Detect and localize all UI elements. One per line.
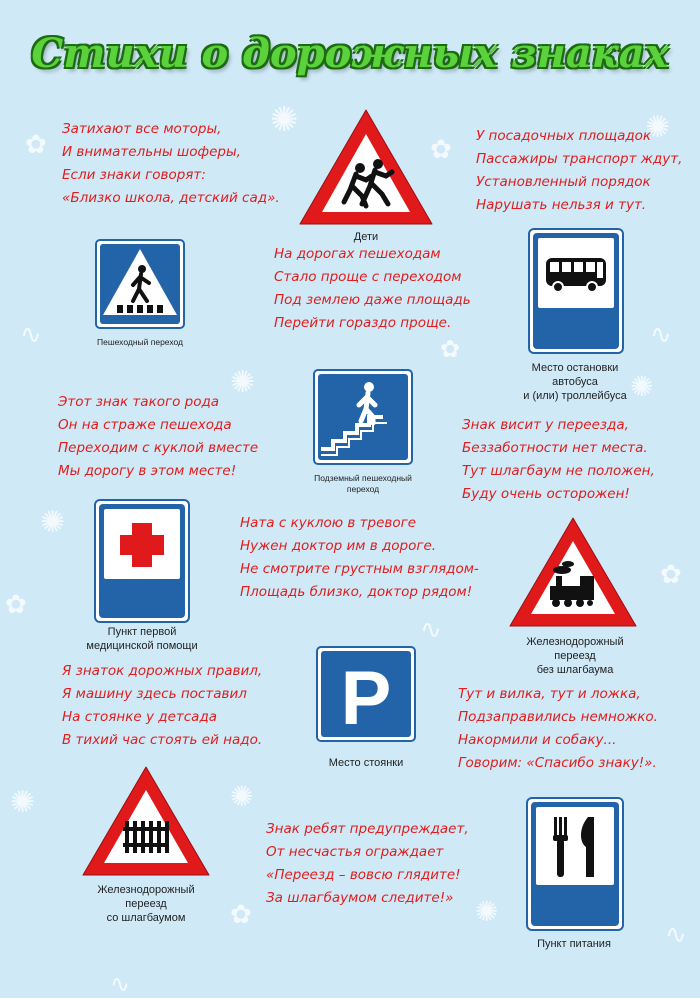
poem-line: Под землею даже площадь <box>274 292 471 308</box>
caption-line: переезд <box>554 650 596 662</box>
poem-line: Ната с куклою в тревоге <box>240 515 417 531</box>
caption-line: Пешеходный переход <box>96 337 184 347</box>
caption-line: автобуса <box>552 376 598 388</box>
poem-line: Накормили и собаку... <box>458 732 617 748</box>
fork-knife-icon <box>526 797 624 931</box>
stairs-pedestrian-icon <box>313 369 413 465</box>
sun-doodle-icon: ✺ <box>230 365 256 400</box>
squiggle-doodle-icon: ∿ <box>650 320 672 350</box>
caption-line: Место остановки <box>531 362 619 374</box>
poem-line: Знак висит у переезда, <box>462 417 629 433</box>
sign-underpass <box>313 369 413 465</box>
cloud-doodle-icon: ✿ <box>230 900 252 930</box>
sign-caption-first-aid <box>72 625 212 653</box>
caption-line: переход <box>346 484 380 494</box>
sign-rail-barrier <box>79 763 213 879</box>
poem-food <box>458 683 658 775</box>
poem-line: Беззаботности нет места. <box>462 440 648 456</box>
caption-line: Пункт первой <box>107 626 177 638</box>
sign-caption-bus-stop <box>505 361 645 403</box>
sun-doodle-icon: ✺ <box>10 785 36 820</box>
poem-first-aid <box>240 512 479 604</box>
poem-parking <box>62 660 262 752</box>
caption-line: без шлагбаума <box>536 664 614 676</box>
squiggle-doodle-icon: ∿ <box>20 320 42 350</box>
parking-p-icon <box>316 646 416 742</box>
sun-doodle-icon: ✺ <box>270 100 299 140</box>
caption-line: Место стоянки <box>328 757 404 769</box>
caption-line: Железнодорожный <box>97 884 195 896</box>
sign-first-aid <box>94 499 190 623</box>
poem-rail-no-barrier <box>462 414 655 506</box>
sign-food <box>526 797 624 931</box>
squiggle-doodle-icon: ∿ <box>110 970 131 998</box>
sun-doodle-icon: ✺ <box>630 370 654 403</box>
poem-line: Площадь близко, доктор рядом! <box>240 584 473 600</box>
poem-line: Не смотрите грустным взглядом- <box>240 561 479 577</box>
cloud-doodle-icon: ✿ <box>660 560 682 590</box>
poem-crosswalk <box>58 391 258 483</box>
poem-line: Тут и вилка, тут и ложка, <box>458 686 641 702</box>
poem-line: Пассажиры транспорт ждут, <box>476 151 683 167</box>
locomotive-icon <box>506 514 640 630</box>
sign-caption-children <box>326 230 406 244</box>
page-title: Стихи о дорожных знаках <box>31 30 669 77</box>
poem-line: Говорим: «Спасибо знаку!». <box>458 755 657 771</box>
poem-line: Переходим с куклой вместе <box>58 440 259 456</box>
parking-letter: P <box>340 656 392 741</box>
poem-rail-barrier <box>266 818 469 910</box>
caption-line: со шлагбаумом <box>106 912 186 924</box>
squiggle-doodle-icon: ∿ <box>665 920 687 950</box>
poem-line: Подзаправились немножко. <box>458 709 658 725</box>
poem-line: Буду очень осторожен! <box>462 486 630 502</box>
bus-icon <box>528 228 624 354</box>
poem-line: Этот знак такого рода <box>58 394 220 410</box>
cloud-doodle-icon: ✿ <box>5 590 27 620</box>
poem-line: «Переезд – вовсю глядите! <box>266 867 461 883</box>
poem-line: Тут шлагбаум не положен, <box>462 463 655 479</box>
sign-children <box>296 106 436 228</box>
poem-line: От несчастья ограждает <box>266 844 444 860</box>
poem-line: Установленный порядок <box>476 174 651 190</box>
children-icon <box>296 106 436 228</box>
squiggle-doodle-icon: ∿ <box>420 615 442 645</box>
sign-caption-rail-no-barrier <box>495 635 655 677</box>
sun-doodle-icon: ✺ <box>230 780 254 813</box>
fence-icon <box>79 763 213 879</box>
poem-line: Если знаки говорят: <box>62 167 206 183</box>
poem-line: «Близко школа, детский сад». <box>62 190 280 206</box>
poem-line: Мы дорогу в этом месте! <box>58 463 237 479</box>
sign-caption-parking <box>306 756 426 770</box>
sign-caption-crosswalk <box>75 337 205 348</box>
caption-line: переезд <box>125 898 167 910</box>
sun-doodle-icon: ✺ <box>40 505 66 540</box>
poem-line: Я машину здесь поставил <box>62 686 247 702</box>
cloud-doodle-icon: ✿ <box>430 135 452 165</box>
caption-line: и (или) троллейбуса <box>523 390 627 402</box>
caption-line: Пункт питания <box>537 938 611 950</box>
sign-caption-food <box>514 937 634 951</box>
caption-line: Подземный пешеходный <box>314 473 412 483</box>
poem-line: Перейти гораздо проще. <box>274 315 452 331</box>
poem-line: Я знаток дорожных правил, <box>62 663 263 679</box>
red-cross-icon <box>94 499 190 623</box>
poem-line: Нужен доктор им в дороге. <box>240 538 437 554</box>
sign-caption-rail-barrier <box>66 883 226 925</box>
caption-line: медицинской помощи <box>86 640 198 652</box>
cloud-doodle-icon: ✿ <box>25 130 47 160</box>
poem-underpass <box>274 243 471 335</box>
poem-children <box>62 118 280 210</box>
poem-line: И внимательны шоферы, <box>62 144 241 160</box>
poem-line: В тихий час стоять ей надо. <box>62 732 263 748</box>
poem-line: У посадочных площадок <box>476 128 652 144</box>
poem-line: Затихают все моторы, <box>62 121 222 137</box>
sign-parking <box>316 646 416 742</box>
sun-doodle-icon: ✺ <box>475 895 499 928</box>
sign-rail-no-barrier <box>506 514 640 630</box>
cloud-doodle-icon: ✿ <box>440 335 461 363</box>
poem-line: Стало проще с переходом <box>274 269 462 285</box>
pedestrian-crossing-icon <box>95 239 185 329</box>
poem-line: Нарушать нельзя и тут. <box>476 197 647 213</box>
poem-line: За шлагбаумом следите!» <box>266 890 454 906</box>
caption-line: Железнодорожный <box>526 636 624 648</box>
sun-doodle-icon: ✺ <box>645 110 671 145</box>
sign-bus-stop <box>528 228 624 354</box>
sign-caption-underpass <box>290 473 436 495</box>
sign-crosswalk <box>95 239 185 329</box>
poem-line: На стоянке у детсада <box>62 709 218 725</box>
poem-line: Знак ребят предупреждает, <box>266 821 469 837</box>
caption-line: Дети <box>353 231 379 243</box>
poem-line: Он на страже пешехода <box>58 417 232 433</box>
poem-bus-stop <box>476 125 682 217</box>
poem-line: На дорогах пешеходам <box>274 246 441 262</box>
